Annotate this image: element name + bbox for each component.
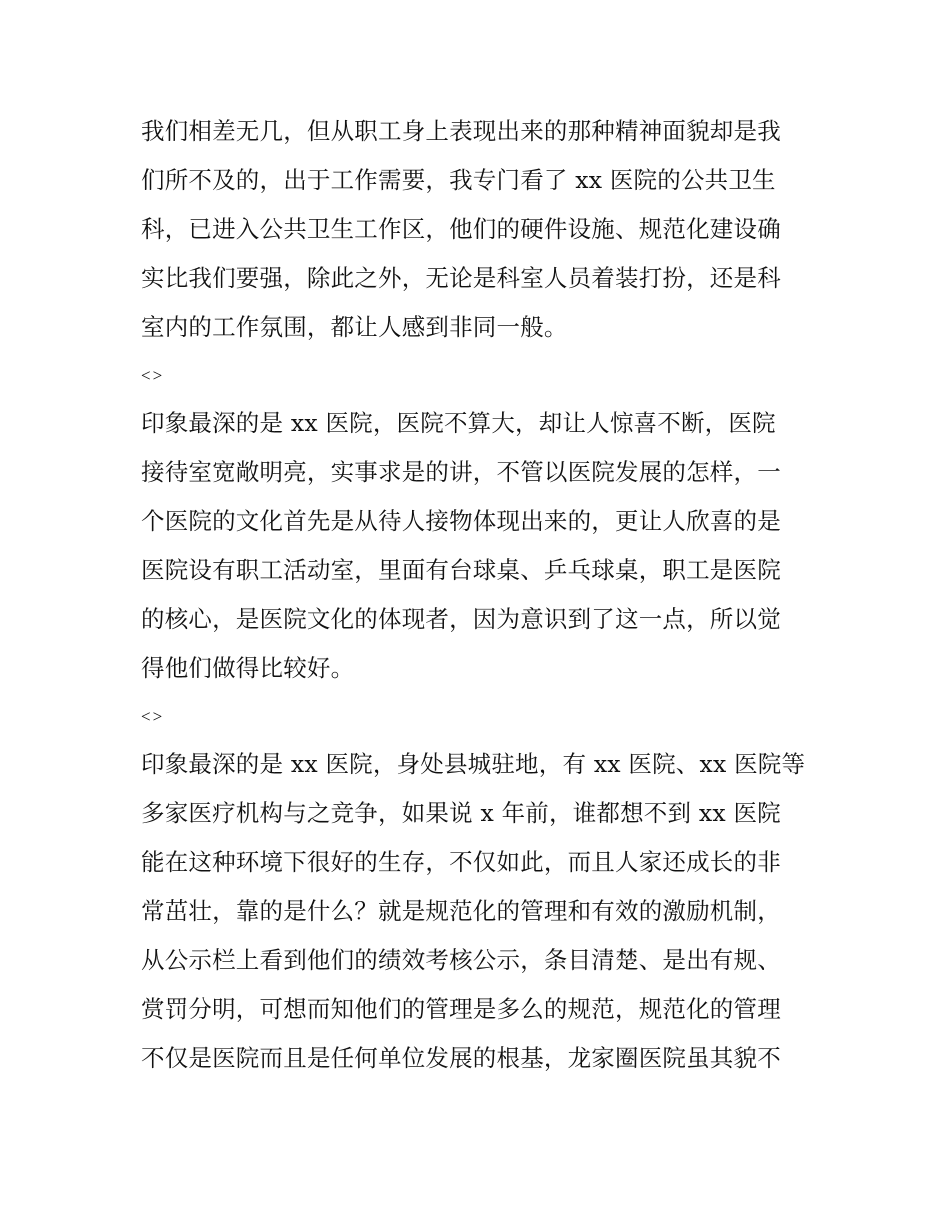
document-body [141,107,816,1083]
paragraph-1 [141,107,816,352]
text-line: 印象最深的是 xx 医院，医院不算大，却让人惊喜不断，医院 [141,409,776,437]
text-line: 我们相差无几，但从职工身上表现出来的那种精神面貌却是我 [141,117,781,145]
text-line: 们所不及的，出于工作需要，我专门看了 xx 医院的公共卫生 [141,166,776,194]
text-line: 个医院的文化首先是从待人接物体现出来的，更让人欣喜的是 [141,507,781,535]
text-line: 的核心，是医院文化的体现者，因为意识到了这一点，所以觉 [141,605,781,633]
text-line: 不仅是医院而且是任何单位发展的根基，龙家圈医院虽其貌不 [141,1044,781,1072]
text-line: 医院设有职工活动室，里面有台球桌、乒乓球桌，职工是医院 [141,556,781,584]
text-line: 从公示栏上看到他们的绩效考核公示，条目清楚、是出有规、 [141,946,781,974]
paragraph-3 [141,740,816,1083]
text-line: 赏罚分明，可想而知他们的管理是多么的规范，规范化的管理 [141,995,781,1023]
text-line: 能在这种环境下很好的生存，不仅如此，而且人家还成长的非 [141,848,781,876]
text-line: 多家医疗机构与之竞争，如果说 x 年前，谁都想不到 xx 医院 [141,799,781,827]
paragraph-2 [141,399,816,693]
text-line: 常茁壮，靠的是什么？就是规范化的管理和有效的激励机制， [141,897,781,925]
text-line: 科，已进入公共卫生工作区，他们的硬件设施、规范化建设确 [141,215,781,243]
text-line: 印象最深的是 xx 医院，身处县城驻地，有 xx 医院、xx 医院等 [141,750,806,778]
text-line: 得他们做得比较好。 [141,654,355,682]
section-marker: <> [141,707,165,726]
text-line: 实比我们要强，除此之外，无论是科室人员着装打扮，还是科 [141,264,781,292]
text-line: 室内的工作氛围，都让人感到非同一般。 [141,313,568,341]
section-marker: <> [141,366,165,385]
text-line: 接待室宽敞明亮，实事求是的讲，不管以医院发展的怎样，一 [141,458,781,486]
